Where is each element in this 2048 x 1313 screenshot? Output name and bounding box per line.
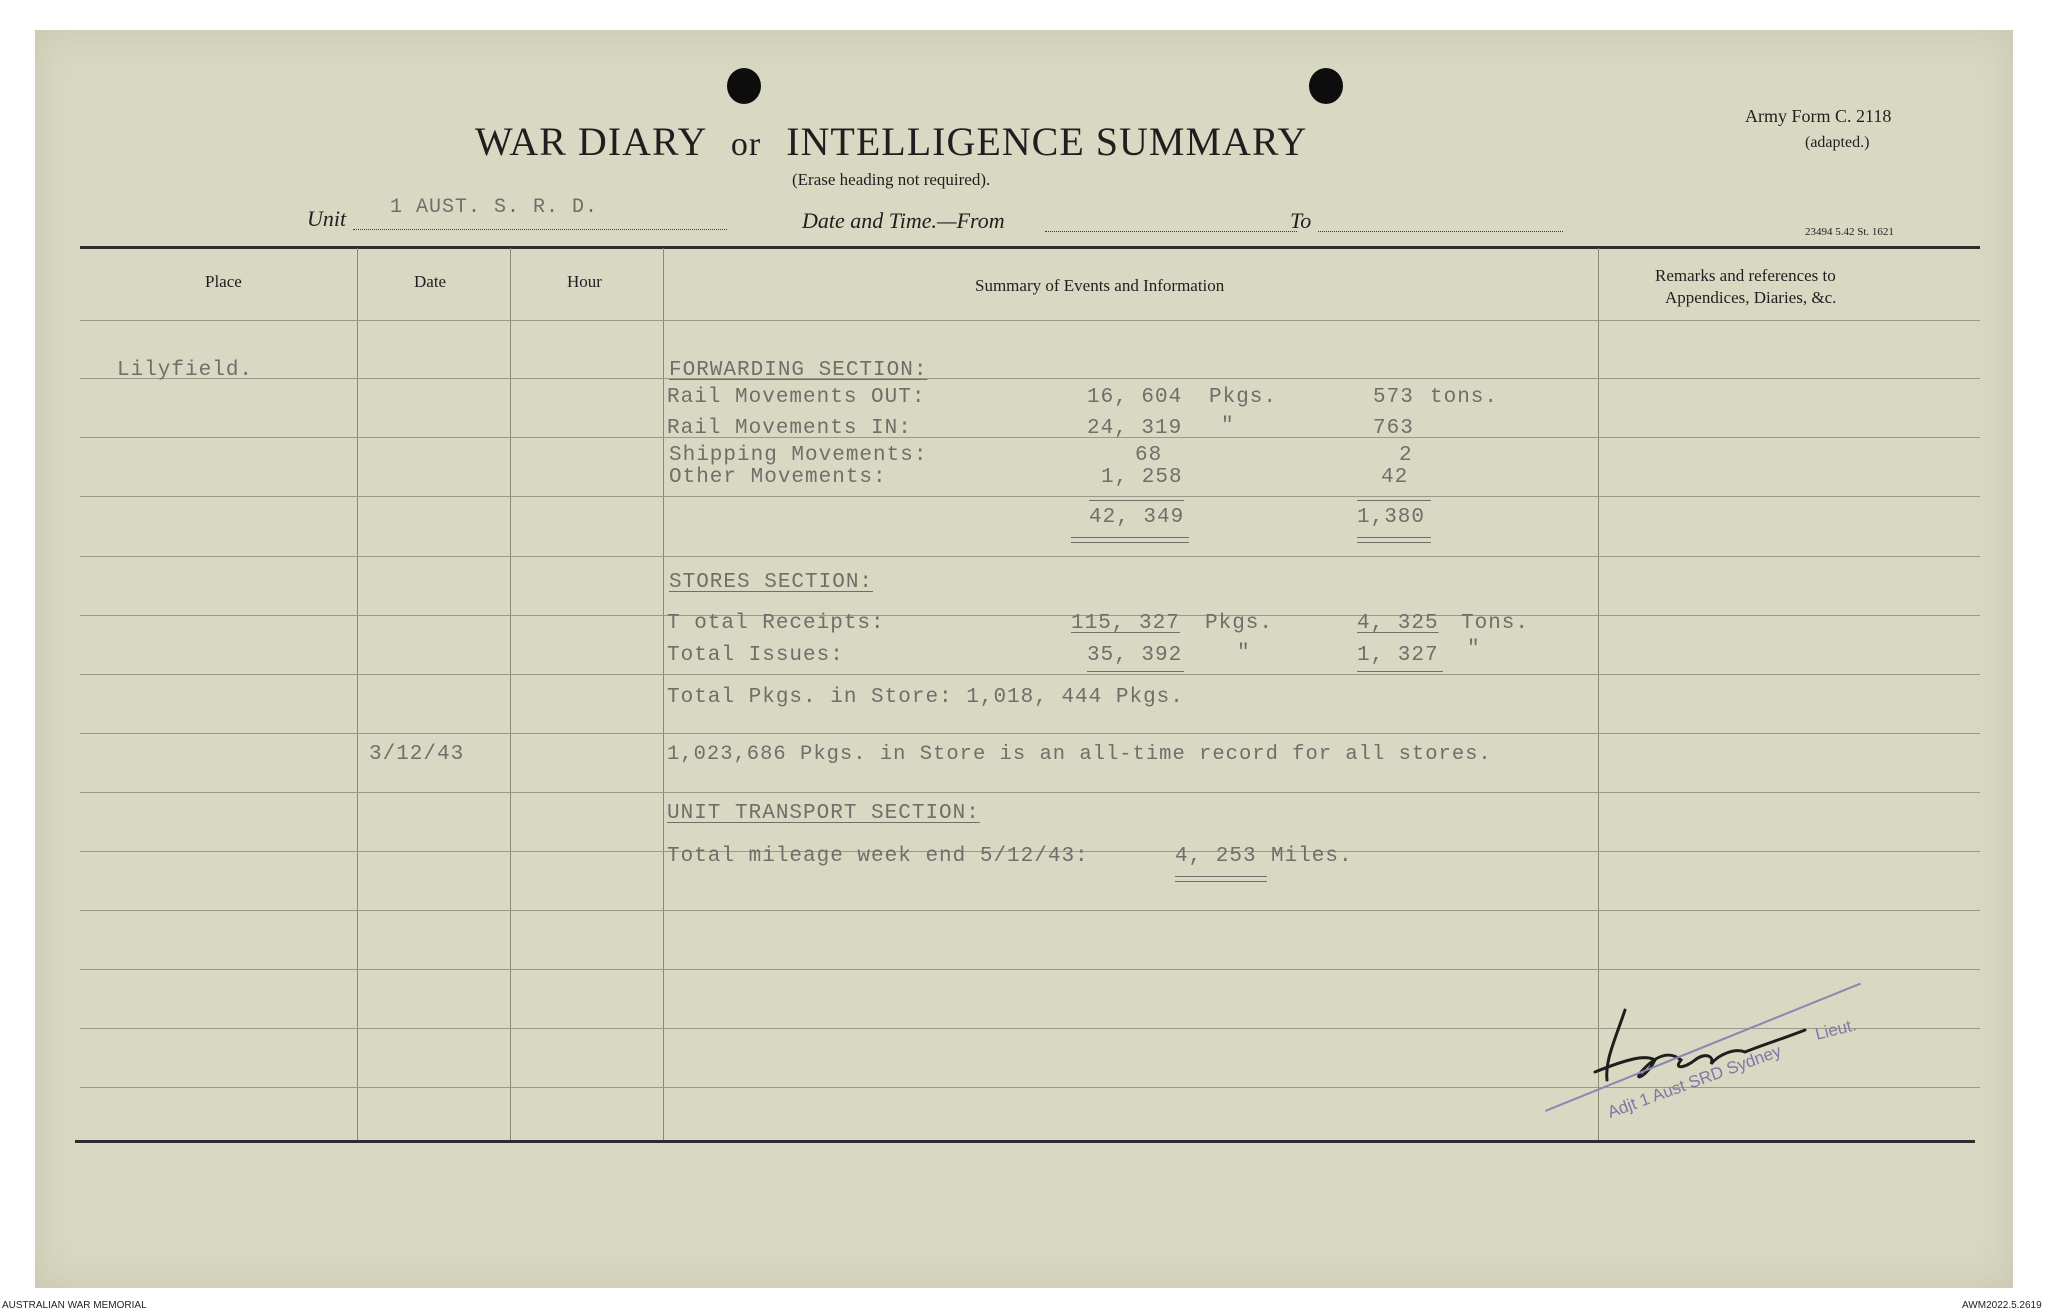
column-header-remarks-1: Remarks and references to [1655,266,1836,285]
transport-mileage-unit: Miles. [1271,845,1353,868]
transport-mileage-double-rule [1175,876,1267,882]
stores-issues-pkgs: 35, 392 [1087,644,1183,667]
title-or: or [730,126,762,163]
forwarding-row-3-label: Shipping Movements: [669,444,928,467]
from-dotted-line [1045,231,1297,232]
rule-1 [80,320,1980,321]
column-divider-hour [663,248,664,1140]
table-top-rule [80,246,1980,249]
footer-right: AWM2022.5.2619 [1962,1300,2042,1311]
title-part2: INTELLIGENCE SUMMARY [786,119,1308,164]
column-header-place: Place [205,272,242,291]
stores-receipts-label: T otal Receipts: [667,612,885,635]
place-entry: Lilyfield. [117,359,254,382]
forwarding-subtotal-rule-tons [1357,500,1431,501]
stamp-text: Adjt 1 Aust SRD Sydney [1605,1041,1784,1122]
page-title [475,118,1307,165]
stores-issues-rule-tons [1357,671,1443,672]
footer-left: AUSTRALIAN WAR MEMORIAL [2,1300,147,1311]
stores-in-store: Total Pkgs. in Store: 1,018, 444 Pkgs. [667,686,1184,709]
forwarding-total-double-rule-pkgs [1071,537,1189,543]
column-divider-date [510,248,511,1140]
forwarding-total-double-rule-tons [1357,537,1431,543]
record-text: 1,023,686 Pkgs. in Store is an all-time record for all stores. [667,743,1492,766]
forwarding-total-pkgs: 42, 349 [1089,506,1185,529]
rule-9 [80,792,1980,793]
unit-value: 1 AUST. S. R. D. [390,196,599,219]
rule-12 [80,969,1980,970]
forwarding-row-2-pkgs: 24, 319 [1087,417,1183,440]
rule-6 [80,615,1980,616]
rule-5 [80,556,1980,557]
forwarding-row-1-label: Rail Movements OUT: [667,386,926,409]
forwarding-subtotal-rule-pkgs [1089,500,1184,501]
unit-dotted-line [353,229,727,230]
forwarding-heading: FORWARDING SECTION: [669,359,928,382]
stores-issues-tons-unit: " [1467,638,1481,661]
stores-receipts-tons: 4, 325 [1357,612,1439,635]
table-bottom-rule [75,1140,1975,1143]
forwarding-row-1-tons: 573 [1373,386,1414,409]
rule-8 [80,733,1980,734]
forwarding-row-2-pkgs-unit: " [1221,415,1235,438]
forwarding-row-1-pkgs-unit: Pkgs. [1209,386,1278,409]
forwarding-row-1-tons-unit: tons. [1430,386,1499,409]
stores-issues-label: Total Issues: [667,644,844,667]
transport-mileage-label: Total mileage week end 5/12/43: [667,845,1089,868]
forwarding-row-1-pkgs: 16, 604 [1087,386,1183,409]
forwarding-row-3-pkgs: 68 [1135,444,1163,467]
forwarding-row-4-tons: 42 [1381,466,1409,489]
forwarding-row-4-pkgs: 1, 258 [1101,466,1183,489]
page-subtitle: (Erase heading not required). [792,170,991,189]
column-header-hour: Hour [567,272,602,291]
forwarding-row-2-tons: 763 [1373,417,1414,440]
stores-issues-pkgs-unit: " [1237,642,1251,665]
stores-heading: STORES SECTION: [669,571,874,594]
column-header-summary: Summary of Events and Information [975,276,1225,295]
rule-7 [80,674,1980,675]
stores-issues-rule-pkgs [1087,671,1184,672]
form-name: Army Form C. 2118 [1745,106,1892,126]
to-dotted-line [1318,231,1563,232]
diary-sheet [35,30,2013,1288]
column-divider-place [357,248,358,1140]
transport-mileage-value: 4, 253 [1175,845,1257,868]
punch-hole-left [727,68,761,104]
forwarding-row-3-tons: 2 [1399,444,1413,467]
unit-label: Unit [307,206,347,231]
transport-heading: UNIT TRANSPORT SECTION: [667,802,980,825]
stores-issues-tons: 1, 327 [1357,644,1439,667]
rule-3 [80,437,1980,438]
to-label: To [1290,208,1312,233]
forwarding-row-4-label: Other Movements: [669,466,887,489]
forwarding-row-2-label: Rail Movements IN: [667,417,912,440]
stores-receipts-pkgs: 115, 327 [1071,612,1180,635]
stamp-rank: Lieut. [1813,1015,1859,1044]
column-header-date: Date [414,272,447,291]
rule-4 [80,496,1980,497]
stores-receipts-tons-unit: Tons. [1461,612,1530,635]
form-number: 23494 5.42 St. 1621 [1805,226,1894,238]
title-part1: WAR DIARY [475,119,706,164]
forwarding-total-tons: 1,380 [1357,506,1426,529]
column-header-remarks-2: Appendices, Diaries, &c. [1665,288,1837,307]
record-date: 3/12/43 [369,743,465,766]
date-time-label: Date and Time.—From [802,208,1005,233]
form-adapted: (adapted.) [1805,134,1870,151]
rule-11 [80,910,1980,911]
punch-hole-right [1309,68,1343,104]
rule-2 [80,378,1980,379]
stores-receipts-pkgs-unit: Pkgs. [1205,612,1274,635]
